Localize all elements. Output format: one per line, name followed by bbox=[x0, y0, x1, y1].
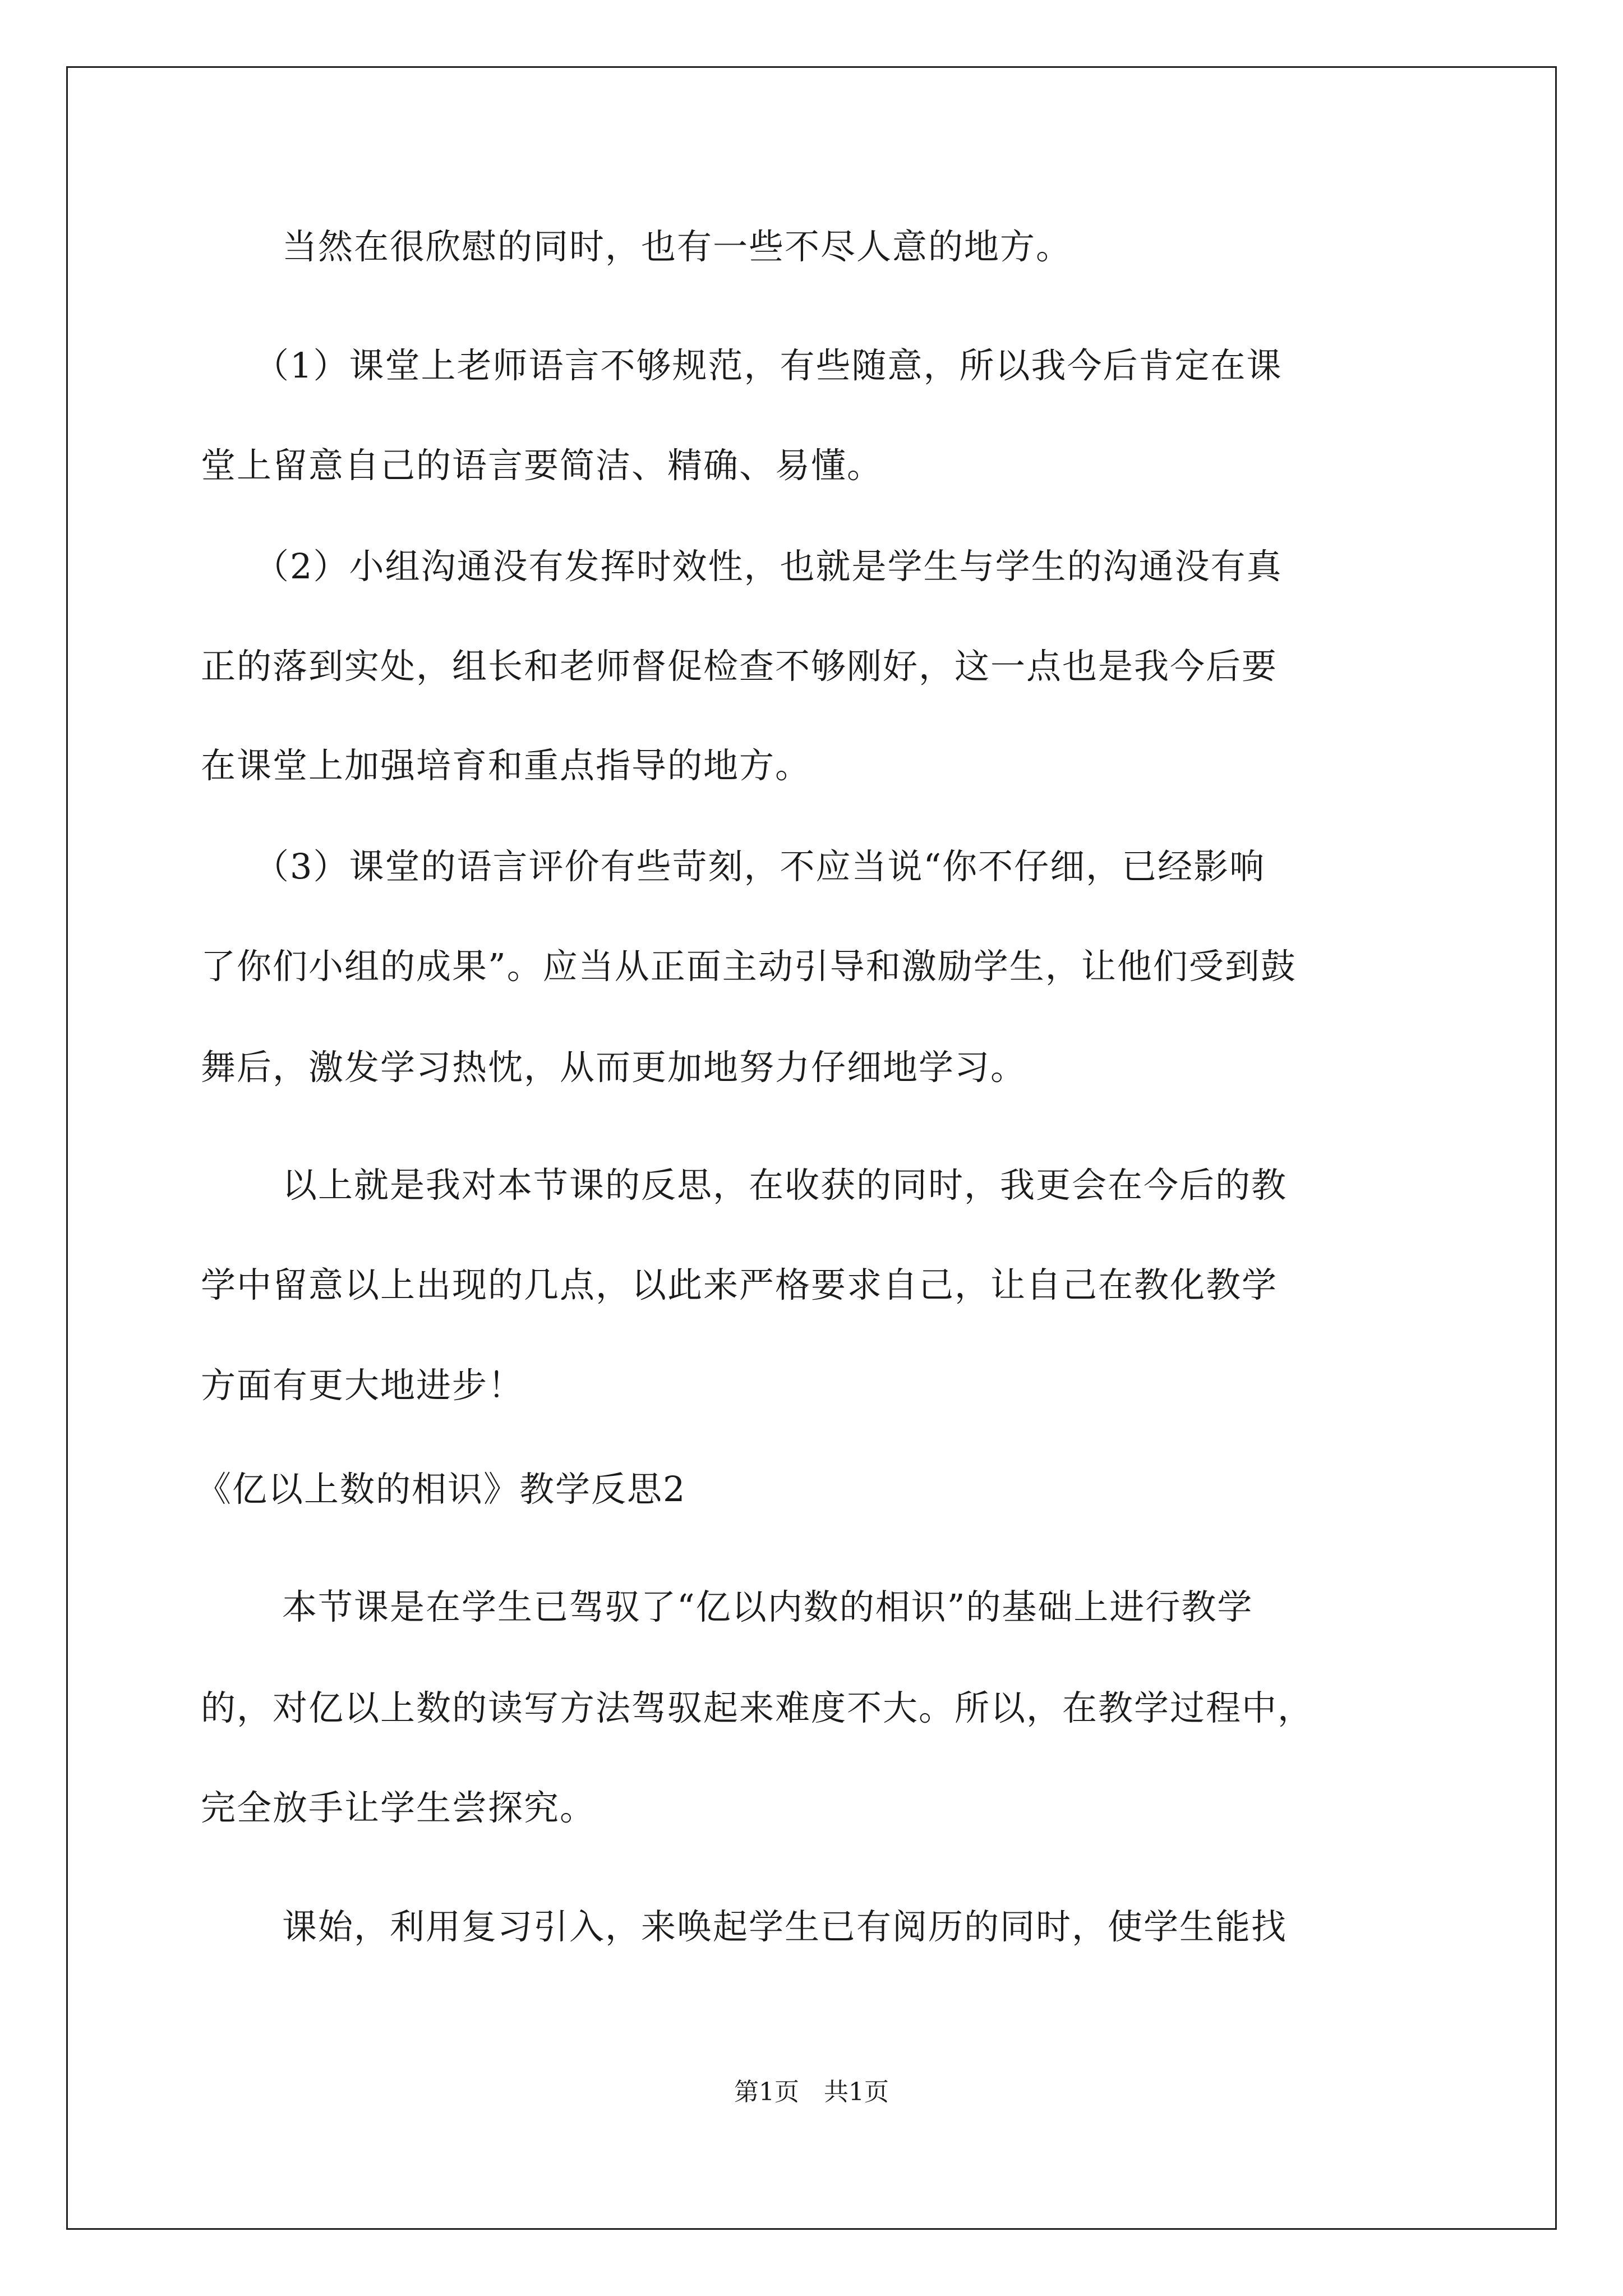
paragraph-line: 在课堂上加强培育和重点指导的地方。 bbox=[201, 745, 811, 786]
section-heading: 《亿以上数的相识》教学反思2 bbox=[196, 1469, 686, 1510]
paragraph-line: 正的落到实处，组长和老师督促检查不够刚好，这一点也是我今后要 bbox=[201, 646, 1278, 687]
paragraph-line: 当然在很欣慰的同时，也有一些不尽人意的地方。 bbox=[282, 226, 1072, 267]
paragraph-line: 的，对亿以上数的读写方法驾驭起来难度不大。所以，在教学过程中， bbox=[201, 1687, 1314, 1728]
paragraph-line: 完全放手让学生尝探究。 bbox=[201, 1787, 596, 1828]
paragraph-line: 学中留意以上出现的几点，以此来严格要求自己，让自己在教化教学 bbox=[201, 1264, 1278, 1305]
paragraph-line: 舞后，激发学习热忱，从而更加地努力仔细地学习。 bbox=[201, 1047, 1027, 1088]
paragraph-line: 方面有更大地进步！ bbox=[201, 1365, 524, 1406]
paragraph-line: （3）课堂的语言评价有些苛刻，不应当说“你不仔细，已经影响 bbox=[254, 846, 1266, 887]
paragraph-line: （1）课堂上老师语言不够规范，有些随意，所以我今后肯定在课 bbox=[254, 345, 1283, 386]
paragraph-line: 以上就是我对本节课的反思，在收获的同时，我更会在今后的教 bbox=[282, 1165, 1288, 1205]
paragraph-line: 堂上留意自己的语言要简洁、精确、易懂。 bbox=[201, 445, 883, 486]
paragraph-line: （2）小组沟通没有发挥时效性，也就是学生与学生的沟通没有真 bbox=[254, 546, 1283, 587]
page-footer: 第1页 共1页 bbox=[734, 2078, 889, 2106]
paragraph-line: 了你们小组的成果”。应当从正面主动引导和激励学生，让他们受到鼓 bbox=[201, 946, 1297, 987]
paragraph-line: 本节课是在学生已驾驭了“亿以内数的相识”的基础上进行教学 bbox=[282, 1586, 1253, 1627]
paragraph-line: 课始，利用复习引入，来唤起学生已有阅历的同时，使学生能找 bbox=[282, 1906, 1288, 1947]
